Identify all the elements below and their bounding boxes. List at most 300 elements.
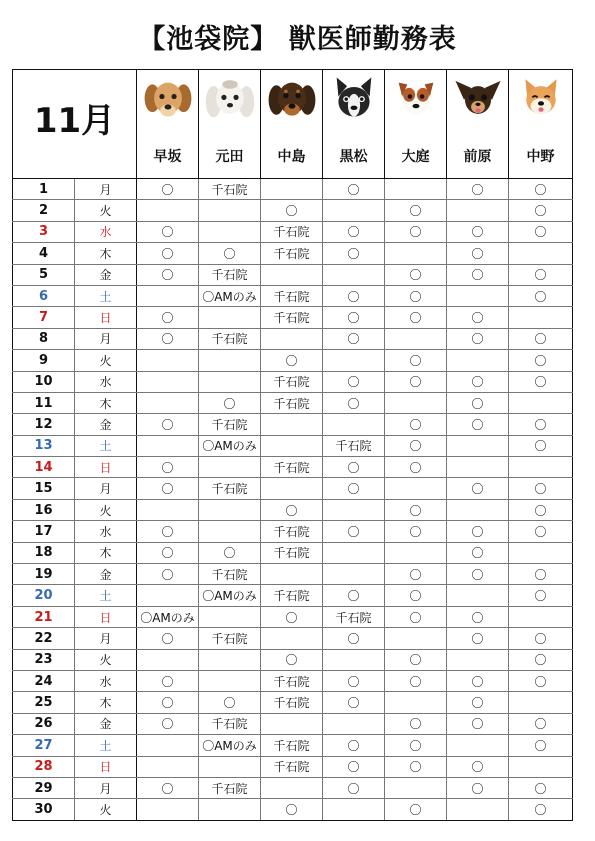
shift-cell: [509, 756, 573, 777]
shift-cell: [199, 521, 261, 542]
table-row: [13, 478, 573, 499]
shift-cell: [447, 649, 509, 670]
shift-cell: [137, 585, 199, 606]
shift-cell: 〇: [323, 285, 385, 306]
shift-cell: 〇: [385, 307, 447, 328]
shift-cell: 〇: [261, 200, 323, 221]
shift-cell: [261, 328, 323, 349]
shift-cell: 千石院: [323, 435, 385, 456]
day-number: 15: [13, 478, 75, 499]
shift-cell: 千石院: [199, 328, 261, 349]
shift-cell: 〇: [137, 307, 199, 328]
shift-cell: [385, 392, 447, 413]
weekday: 月: [75, 328, 137, 349]
shift-cell: 〇: [199, 542, 261, 563]
weekday: 火: [75, 499, 137, 520]
shift-cell: 〇: [447, 371, 509, 392]
shift-cell: 〇: [137, 457, 199, 478]
weekday: 土: [75, 435, 137, 456]
table-row: [13, 499, 573, 520]
weekday: 水: [75, 221, 137, 242]
shift-cell: [199, 350, 261, 371]
shift-cell: 〇: [447, 328, 509, 349]
shift-cell: [509, 307, 573, 328]
shift-cell: 〇: [447, 756, 509, 777]
shift-cell: 〇: [447, 628, 509, 649]
shift-cell: [385, 777, 447, 798]
shift-cell: 〇: [261, 799, 323, 820]
day-number: 13: [13, 435, 75, 456]
shift-cell: [137, 350, 199, 371]
shift-cell: 〇: [509, 371, 573, 392]
shift-cell: 千石院: [261, 457, 323, 478]
shift-cell: 〇: [385, 435, 447, 456]
shift-cell: [385, 478, 447, 499]
table-row: [13, 264, 573, 285]
shift-cell: 〇: [261, 350, 323, 371]
shift-cell: 〇: [447, 564, 509, 585]
shift-cell: [447, 435, 509, 456]
doctor-name: 中野: [526, 149, 555, 165]
shift-cell: [323, 264, 385, 285]
day-number: 21: [13, 606, 75, 627]
shift-cell: [261, 414, 323, 435]
shift-cell: [509, 392, 573, 413]
shift-cell: [261, 564, 323, 585]
shift-cell: 〇: [385, 221, 447, 242]
shiba-dog-icon: [515, 74, 567, 126]
shift-cell: 〇: [447, 713, 509, 734]
day-number: 6: [13, 285, 75, 306]
table-row: [13, 692, 573, 713]
table-row: [13, 457, 573, 478]
shift-cell: [447, 457, 509, 478]
shift-cell: 千石院: [261, 670, 323, 691]
shift-cell: 千石院: [261, 392, 323, 413]
shift-cell: 〇: [137, 628, 199, 649]
shift-cell: 〇: [137, 478, 199, 499]
table-row: [13, 564, 573, 585]
shift-cell: [137, 200, 199, 221]
table-row: [13, 243, 573, 264]
day-number: 30: [13, 799, 75, 820]
shift-cell: [261, 264, 323, 285]
shift-cell: [385, 628, 447, 649]
month-cell: [13, 70, 137, 179]
chihuahua-dog-icon: [452, 74, 504, 126]
shift-cell: 〇: [509, 564, 573, 585]
shift-cell: 〇: [509, 499, 573, 520]
shift-cell: 〇AMのみ: [137, 606, 199, 627]
day-number: 9: [13, 350, 75, 371]
doctor-header: [509, 70, 573, 179]
table-row: [13, 606, 573, 627]
day-number: 14: [13, 457, 75, 478]
day-number: 26: [13, 713, 75, 734]
day-number: 7: [13, 307, 75, 328]
shift-cell: [199, 756, 261, 777]
table-row: [13, 756, 573, 777]
shift-cell: [323, 499, 385, 520]
shift-cell: 〇: [447, 307, 509, 328]
shift-cell: [137, 756, 199, 777]
shift-cell: 〇: [509, 628, 573, 649]
shift-cell: 〇: [323, 392, 385, 413]
shift-cell: 〇AMのみ: [199, 585, 261, 606]
shift-cell: 〇: [385, 649, 447, 670]
weekday: 日: [75, 457, 137, 478]
shift-cell: 〇: [385, 521, 447, 542]
day-number: 17: [13, 521, 75, 542]
shift-cell: [447, 585, 509, 606]
day-number: 1: [13, 179, 75, 200]
weekday: 水: [75, 371, 137, 392]
shift-cell: 〇: [323, 307, 385, 328]
shift-cell: 〇: [137, 243, 199, 264]
day-number: 27: [13, 735, 75, 756]
shift-cell: 千石院: [199, 414, 261, 435]
shift-cell: [447, 799, 509, 820]
shift-cell: 〇: [447, 542, 509, 563]
day-number: 16: [13, 499, 75, 520]
shift-cell: 〇: [137, 542, 199, 563]
shift-cell: 〇: [385, 457, 447, 478]
shift-cell: [323, 799, 385, 820]
shift-cell: 〇: [385, 350, 447, 371]
shift-cell: 〇: [447, 264, 509, 285]
shift-cell: 〇: [323, 735, 385, 756]
shift-cell: 〇: [323, 670, 385, 691]
weekday: 火: [75, 649, 137, 670]
shift-cell: 〇: [137, 564, 199, 585]
shift-cell: [323, 414, 385, 435]
shift-cell: [323, 564, 385, 585]
table-row: [13, 542, 573, 563]
doctor-name: 元田: [215, 149, 244, 165]
dachshund-light-dog-icon: [142, 74, 194, 126]
shift-cell: 〇: [447, 692, 509, 713]
doctor-header: [447, 70, 509, 179]
day-number: 11: [13, 392, 75, 413]
day-number: 4: [13, 243, 75, 264]
shift-cell: [385, 692, 447, 713]
shift-cell: 〇: [385, 371, 447, 392]
shift-cell: 〇: [509, 735, 573, 756]
shift-cell: 〇: [385, 414, 447, 435]
table-row: [13, 179, 573, 200]
shift-cell: 千石院: [199, 264, 261, 285]
shift-cell: 〇: [137, 221, 199, 242]
shift-cell: [137, 499, 199, 520]
shift-cell: 〇: [323, 221, 385, 242]
shift-cell: 〇: [261, 606, 323, 627]
shift-cell: 千石院: [261, 735, 323, 756]
shift-cell: 〇: [385, 499, 447, 520]
shift-cell: [199, 799, 261, 820]
shift-cell: 〇: [137, 414, 199, 435]
shift-cell: [323, 649, 385, 670]
day-number: 5: [13, 264, 75, 285]
shift-cell: [509, 243, 573, 264]
shift-cell: 〇: [509, 649, 573, 670]
shift-cell: 〇: [385, 606, 447, 627]
shift-cell: 〇: [509, 799, 573, 820]
shift-cell: [199, 371, 261, 392]
shift-cell: 〇: [323, 521, 385, 542]
shift-cell: [323, 542, 385, 563]
shift-cell: 〇: [509, 777, 573, 798]
shift-cell: 〇AMのみ: [199, 735, 261, 756]
table-row: [13, 735, 573, 756]
shift-cell: 〇: [509, 435, 573, 456]
shift-cell: [323, 350, 385, 371]
shift-cell: 〇: [447, 243, 509, 264]
shift-cell: 〇: [323, 756, 385, 777]
shift-cell: 〇: [509, 414, 573, 435]
day-number: 20: [13, 585, 75, 606]
shift-cell: 千石院: [261, 756, 323, 777]
shift-cell: 〇: [447, 392, 509, 413]
shift-cell: [447, 200, 509, 221]
day-number: 29: [13, 777, 75, 798]
table-row: [13, 307, 573, 328]
shift-cell: 〇: [137, 713, 199, 734]
shift-cell: [261, 179, 323, 200]
shift-cell: [199, 499, 261, 520]
duty-roster-table: [12, 69, 573, 821]
shift-cell: 〇: [323, 457, 385, 478]
shift-cell: [509, 542, 573, 563]
shift-cell: 千石院: [261, 285, 323, 306]
shift-cell: 〇: [385, 799, 447, 820]
table-row: [13, 414, 573, 435]
weekday: 月: [75, 478, 137, 499]
shift-cell: 千石院: [323, 606, 385, 627]
shift-cell: 〇: [509, 200, 573, 221]
shift-cell: 〇: [509, 328, 573, 349]
shift-cell: 〇: [447, 521, 509, 542]
shift-cell: 〇: [323, 585, 385, 606]
shift-cell: [199, 606, 261, 627]
shift-cell: [137, 435, 199, 456]
doctor-name: 黒松: [339, 149, 368, 165]
shift-cell: 〇: [323, 628, 385, 649]
doctor-name: 早坂: [153, 149, 182, 165]
shift-cell: 〇: [447, 670, 509, 691]
shift-cell: 〇: [323, 179, 385, 200]
day-number: 19: [13, 564, 75, 585]
weekday: 木: [75, 542, 137, 563]
shift-cell: 〇: [261, 649, 323, 670]
shift-cell: 千石院: [261, 243, 323, 264]
table-row: [13, 799, 573, 820]
shift-cell: [137, 371, 199, 392]
shift-cell: [509, 692, 573, 713]
shift-cell: 〇: [137, 179, 199, 200]
weekday: 金: [75, 564, 137, 585]
shift-cell: [323, 200, 385, 221]
shift-cell: 千石院: [261, 371, 323, 392]
doctor-name: 大庭: [401, 149, 430, 165]
weekday: 火: [75, 799, 137, 820]
doctor-name: 中島: [277, 149, 306, 165]
shift-cell: 〇: [447, 414, 509, 435]
shift-cell: 〇: [447, 478, 509, 499]
shift-cell: [509, 457, 573, 478]
shift-cell: [137, 799, 199, 820]
weekday: 月: [75, 628, 137, 649]
weekday: 日: [75, 307, 137, 328]
table-row: [13, 777, 573, 798]
table-row: [13, 221, 573, 242]
shih-tzu-dog-icon: [204, 74, 256, 126]
weekday: 金: [75, 264, 137, 285]
shift-cell: 〇: [323, 371, 385, 392]
shift-cell: [261, 777, 323, 798]
table-row: [13, 585, 573, 606]
shift-cell: 〇: [447, 606, 509, 627]
shift-cell: 〇: [385, 756, 447, 777]
shift-cell: 千石院: [261, 692, 323, 713]
shift-cell: [385, 179, 447, 200]
shift-cell: 〇: [509, 350, 573, 371]
shift-cell: [137, 735, 199, 756]
shift-cell: [261, 435, 323, 456]
shift-cell: 〇: [385, 264, 447, 285]
weekday: 土: [75, 735, 137, 756]
weekday: 金: [75, 713, 137, 734]
shift-cell: 〇: [447, 777, 509, 798]
weekday: 火: [75, 200, 137, 221]
shift-cell: 〇: [323, 478, 385, 499]
shift-cell: 〇: [509, 179, 573, 200]
weekday: 木: [75, 692, 137, 713]
doctor-header: [261, 70, 323, 179]
day-number: 2: [13, 200, 75, 221]
shift-cell: 〇: [385, 735, 447, 756]
shift-cell: 千石院: [199, 564, 261, 585]
shift-cell: [509, 606, 573, 627]
weekday: 土: [75, 585, 137, 606]
day-number: 10: [13, 371, 75, 392]
page-title: 【池袋院】 獣医師勤務表: [138, 24, 457, 55]
dachshund-dark-dog-icon: [266, 74, 318, 126]
shift-cell: [261, 628, 323, 649]
shift-cell: 千石院: [199, 179, 261, 200]
shift-cell: [261, 713, 323, 734]
shift-cell: [385, 542, 447, 563]
table-row: [13, 670, 573, 691]
shift-cell: 〇: [385, 585, 447, 606]
shift-cell: 千石院: [199, 777, 261, 798]
weekday: 金: [75, 414, 137, 435]
shift-cell: 〇: [137, 670, 199, 691]
shift-cell: 〇: [509, 285, 573, 306]
shift-cell: [199, 457, 261, 478]
shift-cell: 〇: [199, 243, 261, 264]
shift-cell: 千石院: [199, 713, 261, 734]
shift-cell: [199, 649, 261, 670]
shift-cell: 〇: [323, 692, 385, 713]
doctor-header: [385, 70, 447, 179]
doctor-header: [323, 70, 385, 179]
shift-cell: [199, 221, 261, 242]
shift-cell: 〇: [385, 564, 447, 585]
shift-cell: 〇: [199, 392, 261, 413]
shift-cell: 〇: [447, 179, 509, 200]
day-number: 22: [13, 628, 75, 649]
doctor-name: 前原: [463, 149, 492, 165]
shift-cell: 〇: [323, 243, 385, 264]
shift-cell: 〇: [385, 285, 447, 306]
day-number: 18: [13, 542, 75, 563]
day-number: 12: [13, 414, 75, 435]
month-label: 11月: [33, 100, 116, 141]
weekday: 水: [75, 670, 137, 691]
shift-cell: 〇: [137, 777, 199, 798]
shift-cell: 〇: [385, 670, 447, 691]
weekday: 火: [75, 350, 137, 371]
shift-cell: [447, 350, 509, 371]
shift-cell: 千石院: [261, 521, 323, 542]
weekday: 水: [75, 521, 137, 542]
shift-cell: [385, 328, 447, 349]
shift-cell: 〇: [509, 585, 573, 606]
table-row: [13, 628, 573, 649]
table-row: [13, 328, 573, 349]
shift-cell: 〇: [385, 200, 447, 221]
shift-cell: [323, 713, 385, 734]
day-number: 25: [13, 692, 75, 713]
shift-cell: [137, 392, 199, 413]
shift-cell: 〇: [509, 478, 573, 499]
weekday: 土: [75, 285, 137, 306]
shift-cell: 〇: [261, 499, 323, 520]
shift-cell: 〇: [137, 521, 199, 542]
shift-cell: 〇: [509, 521, 573, 542]
shift-cell: 〇: [385, 713, 447, 734]
shift-cell: 千石院: [261, 585, 323, 606]
shift-cell: 〇: [447, 221, 509, 242]
table-row: [13, 371, 573, 392]
weekday: 月: [75, 179, 137, 200]
header-row: [13, 70, 573, 179]
shift-cell: 〇: [199, 692, 261, 713]
jack-russell-dog-icon: [390, 74, 442, 126]
table-row: [13, 521, 573, 542]
shift-cell: [199, 307, 261, 328]
shift-cell: [137, 285, 199, 306]
day-number: 23: [13, 649, 75, 670]
shift-cell: 〇: [509, 221, 573, 242]
shift-cell: [199, 200, 261, 221]
weekday: 日: [75, 756, 137, 777]
table-row: [13, 713, 573, 734]
shift-cell: 〇: [137, 692, 199, 713]
shift-cell: [447, 285, 509, 306]
day-number: 24: [13, 670, 75, 691]
table-row: [13, 392, 573, 413]
shift-cell: [261, 478, 323, 499]
doctor-header: [199, 70, 261, 179]
shift-cell: [447, 499, 509, 520]
shift-cell: [385, 243, 447, 264]
shift-cell: 〇: [137, 328, 199, 349]
shift-cell: 〇: [509, 713, 573, 734]
weekday: 木: [75, 392, 137, 413]
day-number: 28: [13, 756, 75, 777]
table-row: [13, 285, 573, 306]
